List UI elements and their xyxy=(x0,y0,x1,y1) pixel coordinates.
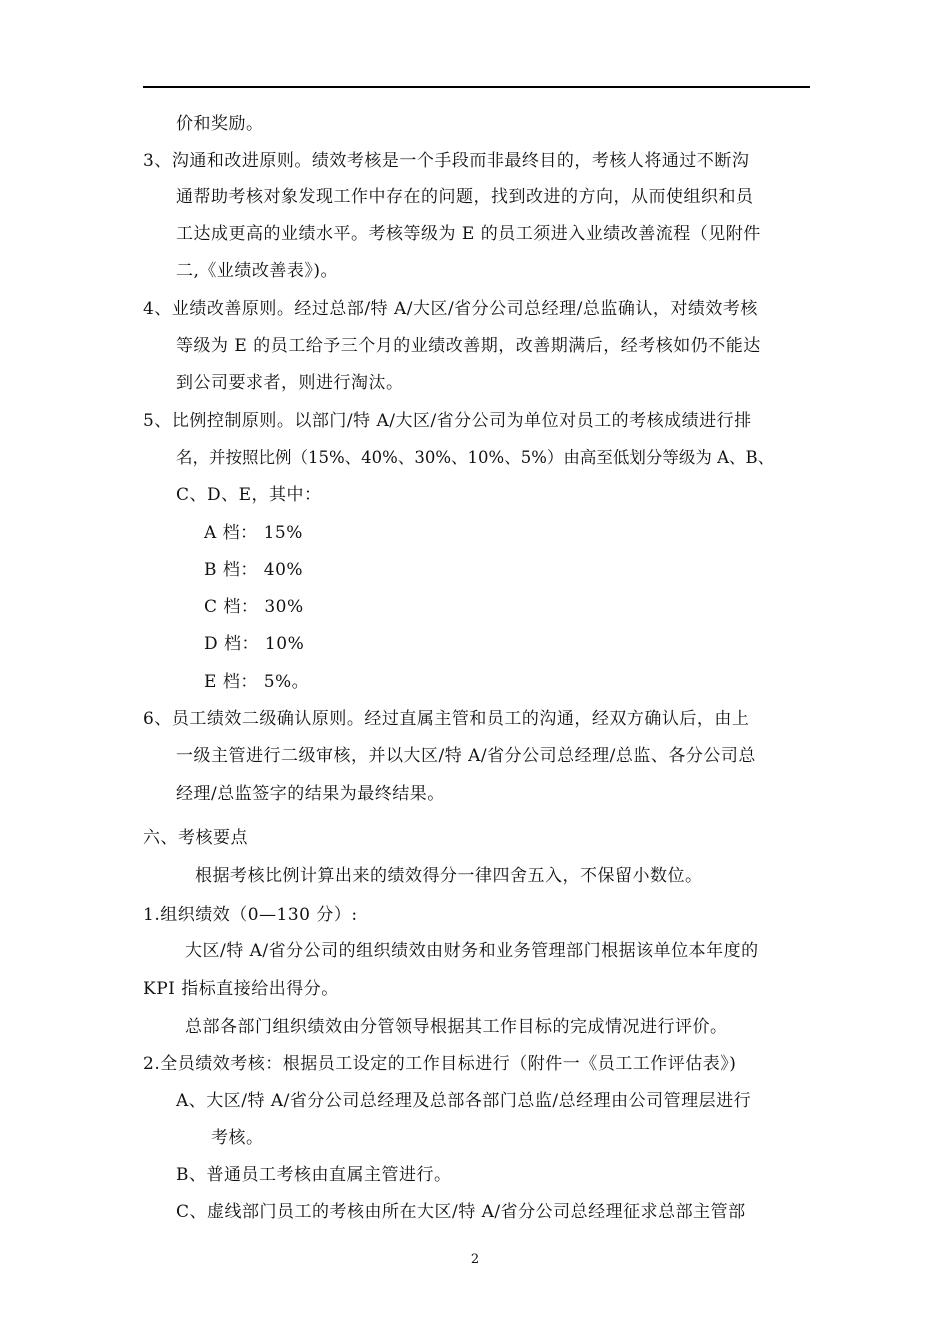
text-line: 考核。 xyxy=(211,1128,264,1148)
page-number: 2 xyxy=(470,1252,480,1267)
grade-line: B 档： 40% xyxy=(204,560,304,580)
text-line: 根据考核比例计算出来的绩效得分一律四舍五入，不保留小数位。 xyxy=(195,866,703,886)
text-line: C、虚线部门员工的考核由所在大区/特 A/省分公司总经理征求总部主管部 xyxy=(176,1202,746,1222)
text-line: 总部各部门组织绩效由分管领导根据其工作目标的完成情况进行评价。 xyxy=(185,1017,728,1037)
text-line: 6、员工绩效二级确认原则。经过直属主管和员工的沟通，经双方确认后，由上 xyxy=(143,709,750,729)
text-line: 名，并按照比例（15%、40%、30%、10%、5%）由高至低划分等级为 A、B、 xyxy=(176,448,775,467)
text-line: 1.组织绩效（0—130 分）: xyxy=(143,905,358,925)
text-line: 2.全员绩效考核：根据员工设定的工作目标进行（附件一《员工工作评估表》) xyxy=(143,1054,737,1074)
text-line: 3、沟通和改进原则。绩效考核是一个手段而非最终目的，考核人将通过不断沟 xyxy=(143,151,750,171)
section-heading: 六、考核要点 xyxy=(143,828,248,848)
text-line: 到公司要求者，则进行淘汰。 xyxy=(176,373,404,393)
grade-line: C 档： 30% xyxy=(204,597,304,617)
text-line: 工达成更高的业绩水平。考核等级为 E 的员工须进入业绩改善流程（见附件 xyxy=(176,224,761,244)
text-line: 通帮助考核对象发现工作中存在的问题，找到改进的方向，从而使组织和员 xyxy=(176,187,754,207)
text-line: 5、比例控制原则。以部门/特 A/大区/省分公司为单位对员工的考核成绩进行排 xyxy=(143,411,752,431)
text-line: KPI 指标直接给出得分。 xyxy=(143,979,339,999)
text-line: B、普通员工考核由直属主管进行。 xyxy=(176,1165,452,1185)
text-line: A、大区/特 A/省分公司总经理及总部各部门总监/总经理由公司管理层进行 xyxy=(176,1091,752,1111)
grade-line: A 档： 15% xyxy=(204,523,303,543)
text-line: C、D、E，其中： xyxy=(176,485,322,505)
text-line: 4、业绩改善原则。经过总部/特 A/大区/省分公司总经理/总监确认，对绩效考核 xyxy=(143,299,758,319)
text-line: 价和奖励。 xyxy=(176,114,264,134)
grade-line: E 档： 5%。 xyxy=(204,672,310,692)
header-rule xyxy=(143,86,810,88)
text-line: 二,《业绩改善表》)。 xyxy=(176,261,339,281)
text-line: 等级为 E 的员工给予三个月的业绩改善期，改善期满后，经考核如仍不能达 xyxy=(176,336,761,356)
text-line: 大区/特 A/省分公司的组织绩效由财务和业务管理部门根据该单位本年度的 xyxy=(185,941,759,961)
grade-line: D 档： 10% xyxy=(204,634,305,654)
text-line: 经理/总监签字的结果为最终结果。 xyxy=(176,784,445,804)
text-line: 一级主管进行二级审核，并以大区/特 A/省分公司总经理/总监、各分公司总 xyxy=(176,746,756,766)
